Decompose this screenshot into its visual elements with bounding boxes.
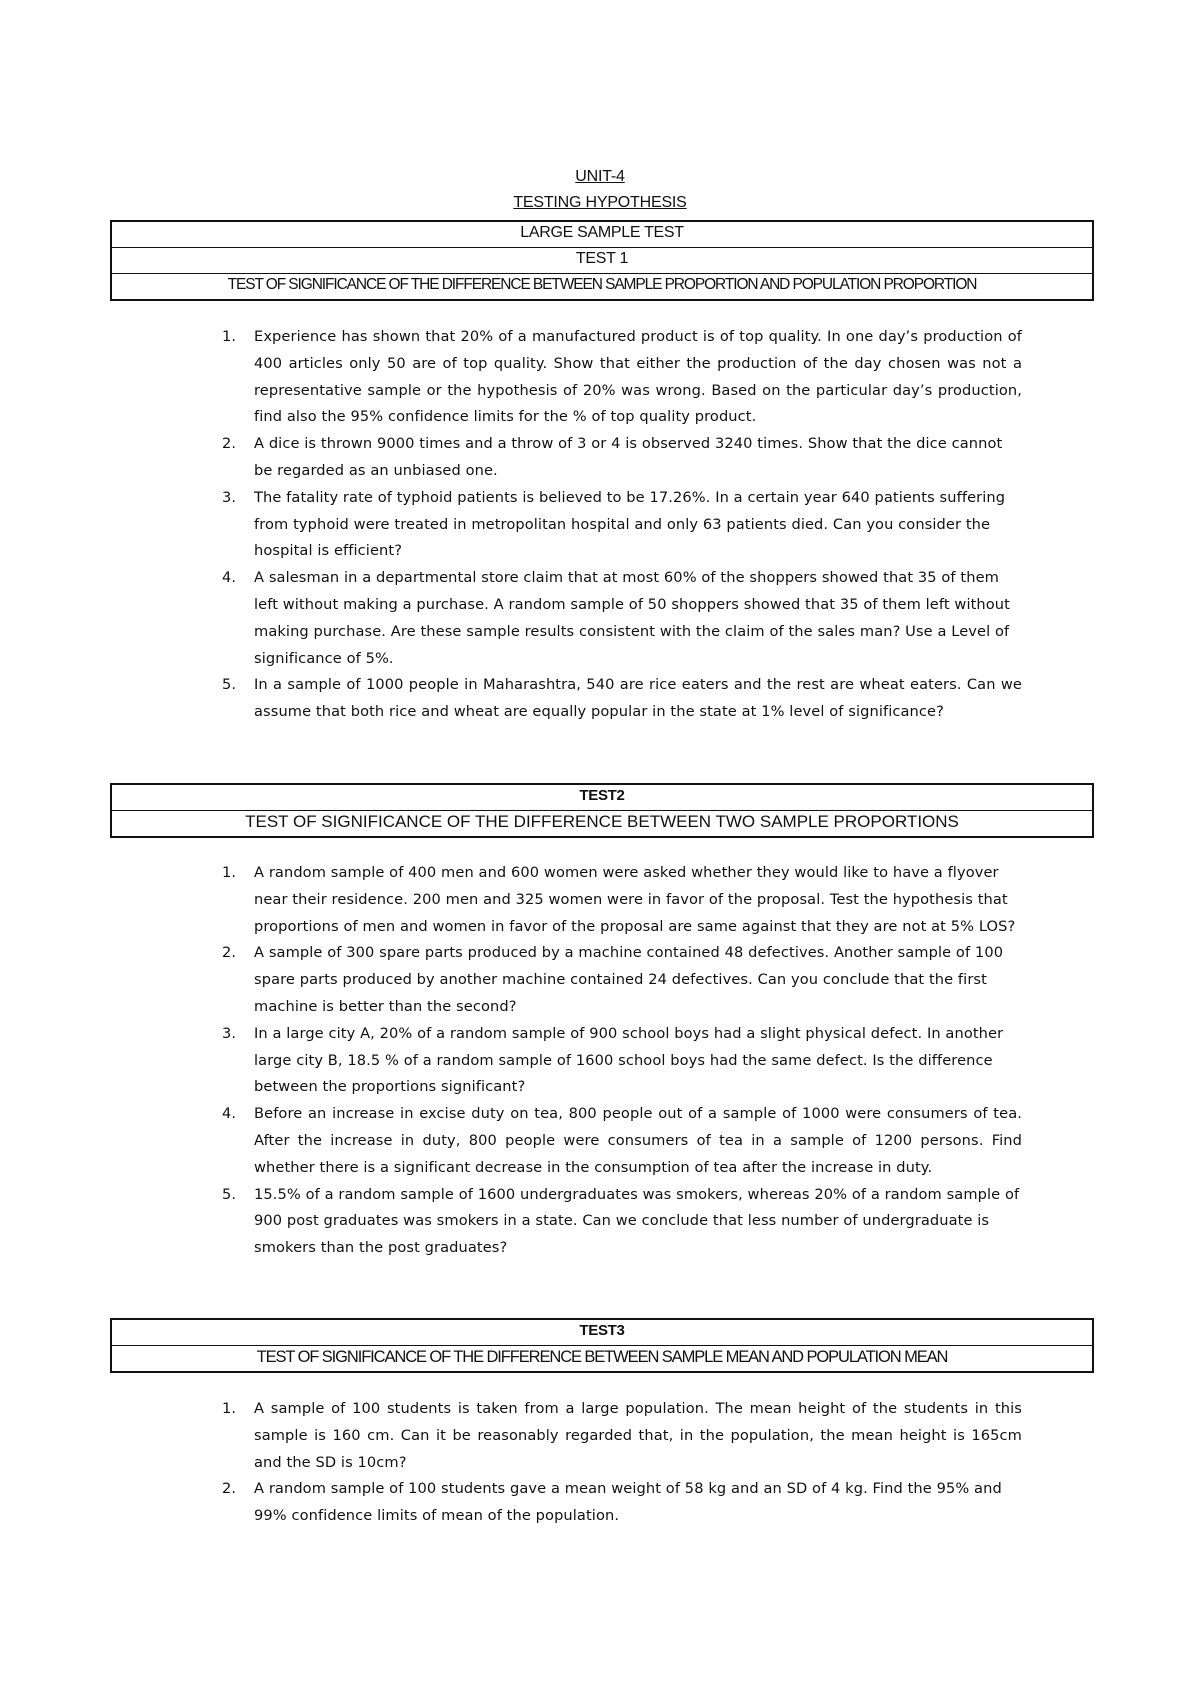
question-text: In a sample of 1000 people in Maharashtra, 540 are rice eaters and the rest are wheat eaters. Can we assume that both rice and wheat are equally popular in the state at 1% level of significance? [254,676,1022,721]
test3-header-box [110,1318,1094,1373]
test2-title: TEST OF SIGNIFICANCE OF THE DIFFERENCE BETWEEN TWO SAMPLE PROPORTIONS [245,812,959,831]
list-item: 4. A salesman in a departmental store claim that at most 60% of the shoppers showed that 35 of them left without making a purchase. A random sample of 50 shoppers showed that 35 of them left without making purchase. Are these sample results consistent with the claim of the sales man? Use a Level of significance of 5%. [222,569,1010,667]
list-item: 2. A random sample of 100 students gave a mean weight of 58 kg and an SD of 4 kg. Find the 95% and 99% confidence limits of mean of the population. [222,1480,1002,1525]
test3-title: TEST OF SIGNIFICANCE OF THE DIFFERENCE BETWEEN SAMPLE MEAN AND POPULATION MEAN [256,1348,948,1366]
test3-question-list [222,1396,1022,1530]
list-item: 5. 15.5% of a random sample of 1600 undergraduates was smokers, whereas 20% of a random sample of 900 post graduates was smokers in a state. Can we conclude that less number of undergraduate is smokers than the post graduates? [222,1185,1020,1257]
list-item: 1. A sample of 100 students is taken from a large population. The mean height of the students in this sample is 160 cm. Can it be reasonably regarded that, in the population, the mean height is 165cm and the SD is 10cm? [222,1400,1022,1471]
test2-question-list [222,860,1022,1262]
question-text: A random sample of 100 students gave a mean weight of 58 kg and an SD of 4 kg. Find the 95% and 99% confidence limits of mean of the population. [254,1480,1002,1525]
question-text: 15.5% of a random sample of 1600 undergraduates was smokers, whereas 20% of a random sample of 900 post graduates was smokers in a state. Can we conclude that less number of undergraduate is smokers than the post graduates? [254,1185,1020,1257]
test1-question-list [222,324,1022,726]
question-text: A sample of 100 students is taken from a large population. The mean height of the students in this sample is 160 cm. Can it be reasonably regarded that, in the population, the mean height is 165cm and the SD is 10cm? [254,1400,1022,1471]
unit-heading: UNIT-4 [575,168,625,185]
test2-label: TEST2 [112,785,1092,811]
test1-label: TEST 1 [112,248,1092,274]
question-text: A random sample of 400 men and 600 women were asked whether they would like to have a flyover near their residence. 200 men and 325 women were in favor of the proposal. Test the hypothesis that proportions of men and women in favor of the proposal are same against that they are not at 5% LOS? [254,864,1016,935]
question-text: Before an increase in excise duty on tea, 800 people out of a sample of 1000 were consumers of tea. After the increase in duty, 800 people were consumers of tea in a sample of 1200 persons. Find whether there is a significant decrease in the consumption of tea after the increase in duty. [254,1105,1022,1176]
list-item: 4. Before an increase in excise duty on tea, 800 people out of a sample of 1000 were consumers of tea. After the increase in duty, 800 people were consumers of tea in a sample of 1200 persons. Find whether there is a significant decrease in the consumption of tea after the increase in duty. [222,1105,1022,1176]
list-item: 5. In a sample of 1000 people in Maharashtra, 540 are rice eaters and the rest are wheat eaters. Can we assume that both rice and wheat are equally popular in the state at 1% level of significance? [222,676,1022,721]
test2-header-box [110,783,1094,838]
list-item: 3. In a large city A, 20% of a random sample of 900 school boys had a slight physical defect. In another large city B, 18.5 % of a random sample of 1600 school boys had the same defect. Is the difference between the proportions significant? [222,1024,1004,1096]
question-text: A salesman in a departmental store claim that at most 60% of the shoppers showed that 35 of them left without making a purchase. A random sample of 50 shoppers showed that 35 of them left without making purchase. Are these sample results consistent with the claim of the sales man? Use a Level of significance of 5%. [254,569,1010,667]
list-item: 2. A sample of 300 spare parts produced by a machine contained 48 defectives. Another sample of 100 spare parts produced by another machine contained 24 defectives. Can you conclude that the first machine is better than the second? [222,944,1004,1015]
test3-label: TEST3 [112,1320,1092,1346]
test1-title: TEST OF SIGNIFICANCE OF THE DIFFERENCE BETWEEN SAMPLE PROPORTION AND POPULATION PROPORTION [227,276,977,293]
list-item: 1. A random sample of 400 men and 600 women were asked whether they would like to have a flyover near their residence. 200 men and 325 women were in favor of the proposal. Test the hypothesis that proportions of men and women in favor of the proposal are same against that they are not at 5% LOS? [222,864,1016,935]
topic-heading: TESTING HYPOTHESIS [513,194,687,211]
list-item: 2. A dice is thrown 9000 times and a throw of 3 or 4 is observed 3240 times. Show that the dice cannot be regarded as an unbiased one. [222,435,1003,479]
list-item: 1. Experience has shown that 20% of a manufactured product is of top quality. In one day’s production of 400 articles only 50 are of top quality. Show that either the production of the day chosen was not a representative sample or the hypothesis of 20% was wrong. Based on the particular day’s production, find also the 95% confidence limits for the % of top quality product. [222,328,1022,426]
question-text: In a large city A, 20% of a random sample of 900 school boys had a slight physical defect. In another large city B, 18.5 % of a random sample of 1600 school boys had the same defect. Is the difference between the proportions significant? [254,1024,1004,1096]
category-label: LARGE SAMPLE TEST [112,222,1092,248]
question-text: The fatality rate of typhoid patients is believed to be 17.26%. In a certain year 640 patients suffering from typhoid were treated in metropolitan hospital and only 63 patients died. Can you consider the hospital is efficient? [254,488,1006,560]
question-text: A dice is thrown 9000 times and a throw of 3 or 4 is observed 3240 times. Show that the dice cannot be regarded as an unbiased one. [254,435,1003,479]
list-item: 3. The fatality rate of typhoid patients is believed to be 17.26%. In a certain year 640 patients suffering from typhoid were treated in metropolitan hospital and only 63 patients died. Can you consider the hospital is efficient? [222,488,1006,560]
test1-header-box [110,220,1094,301]
question-text: A sample of 300 spare parts produced by a machine contained 48 defectives. Another sample of 100 spare parts produced by another machine contained 24 defectives. Can you conclude that the first machine is better than the second? [254,944,1004,1015]
question-text: Experience has shown that 20% of a manufactured product is of top quality. In one day’s production of 400 articles only 50 are of top quality. Show that either the production of the day chosen was not a representative sample or the hypothesis of 20% was wrong. Based on the particular day’s production, find also the 95% confidence limits for the % of top quality product. [254,328,1022,426]
